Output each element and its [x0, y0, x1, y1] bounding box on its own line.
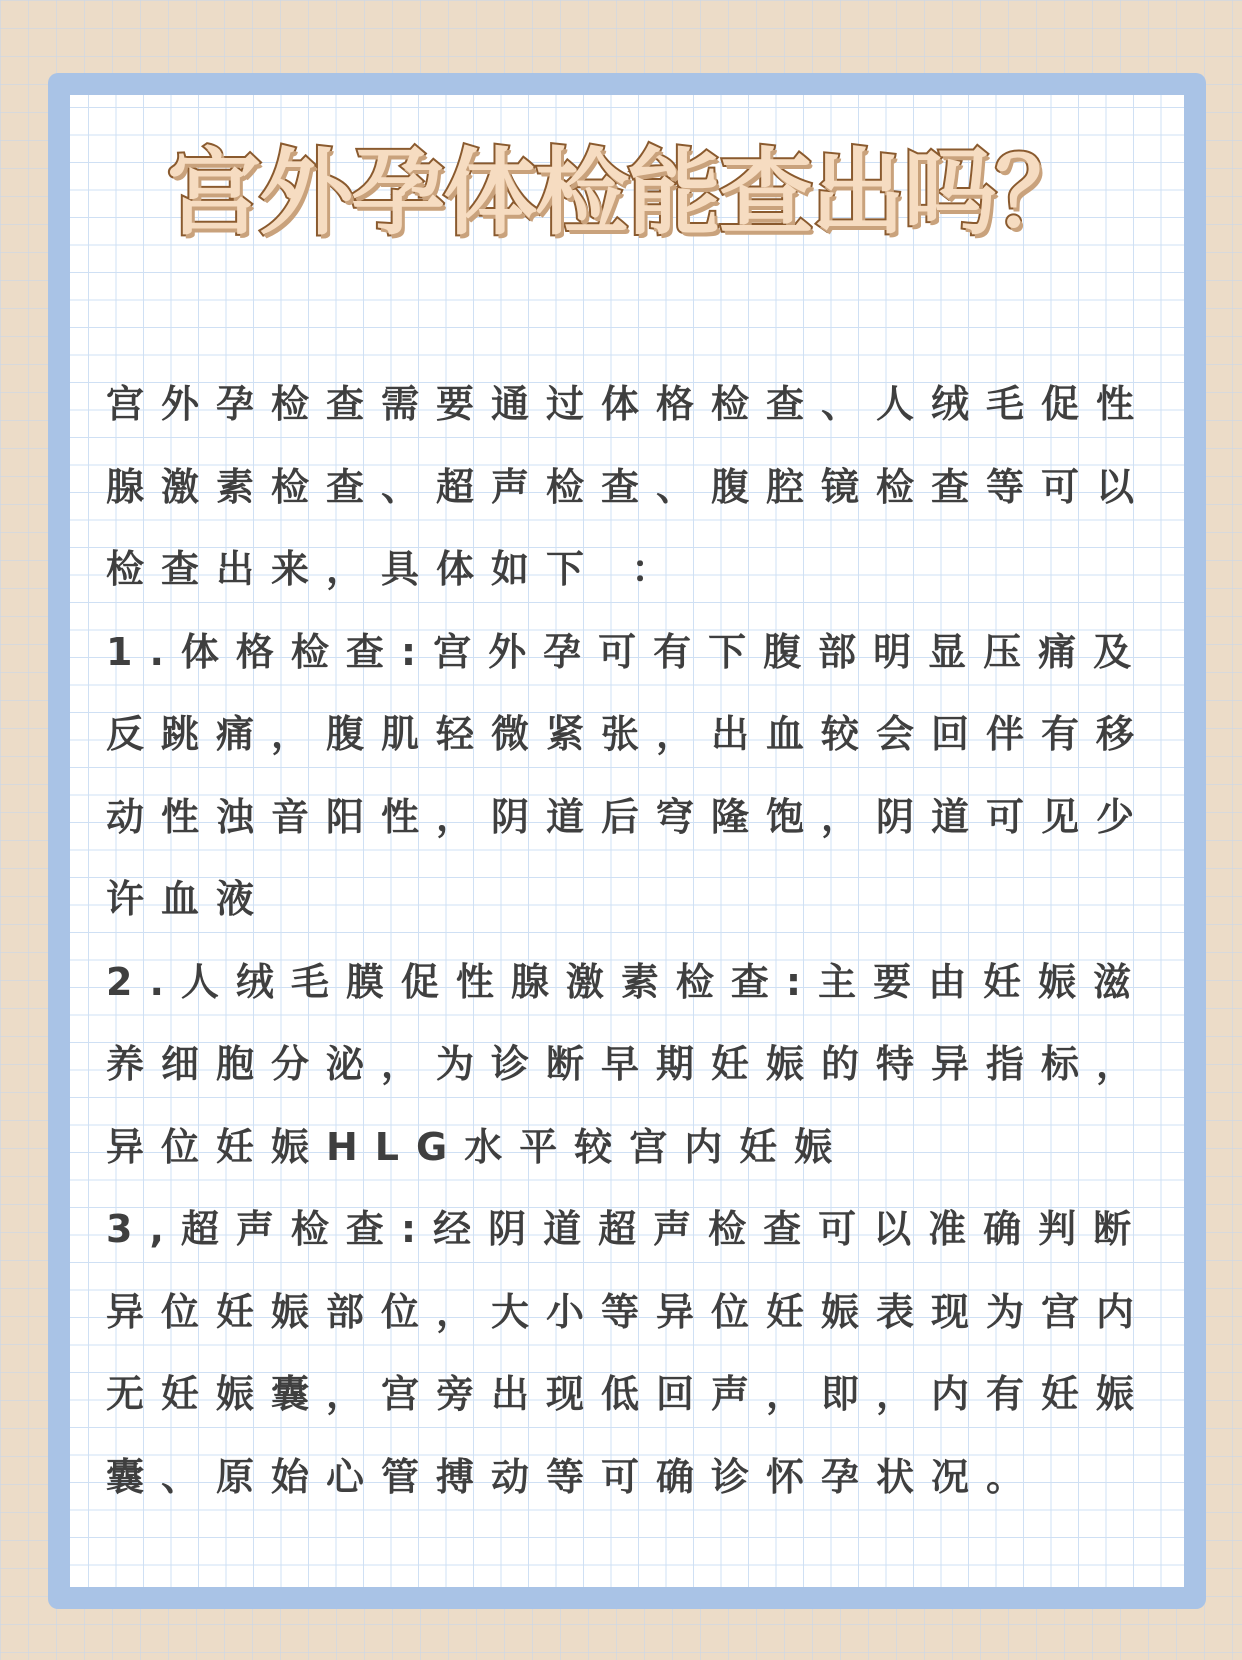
paragraph-intro: 宫外孕检查需要通过体格检查、人绒毛促性腺激素检查、超声检查、腹腔镜检查等可以检查出来，具体如下 ： [106, 382, 1152, 591]
card-frame [48, 73, 1206, 1609]
paragraph-hcg-test: 2.人绒毛膜促性腺激素检查:主要由妊娠滋养细胞分泌，为诊断早期妊娠的特异指标，异位妊娠HLG水平较宫内妊娠 [106, 959, 1152, 1169]
paragraph-ultrasound: 3,超声检查:经阴道超声检查可以准确判断异位妊娠部位，大小等异位妊娠表现为宫内无妊娠囊，宫旁出现低回声，即，内有妊娠囊、原始心管搏动等可确诊怀孕状况。 [106, 1207, 1152, 1499]
paragraph-physical-exam: 1.体格检查:宫外孕可有下腹部明显压痛及反跳痛，腹肌轻微紧张，出血较会回伴有移动性浊音阳性，阴道后穹隆饱，阴道可见少许血液 [106, 629, 1152, 921]
grid-paper [70, 95, 1184, 1587]
page-title: 宫外孕体检能查出吗？ [166, 139, 1087, 248]
article-body [106, 363, 1158, 1518]
